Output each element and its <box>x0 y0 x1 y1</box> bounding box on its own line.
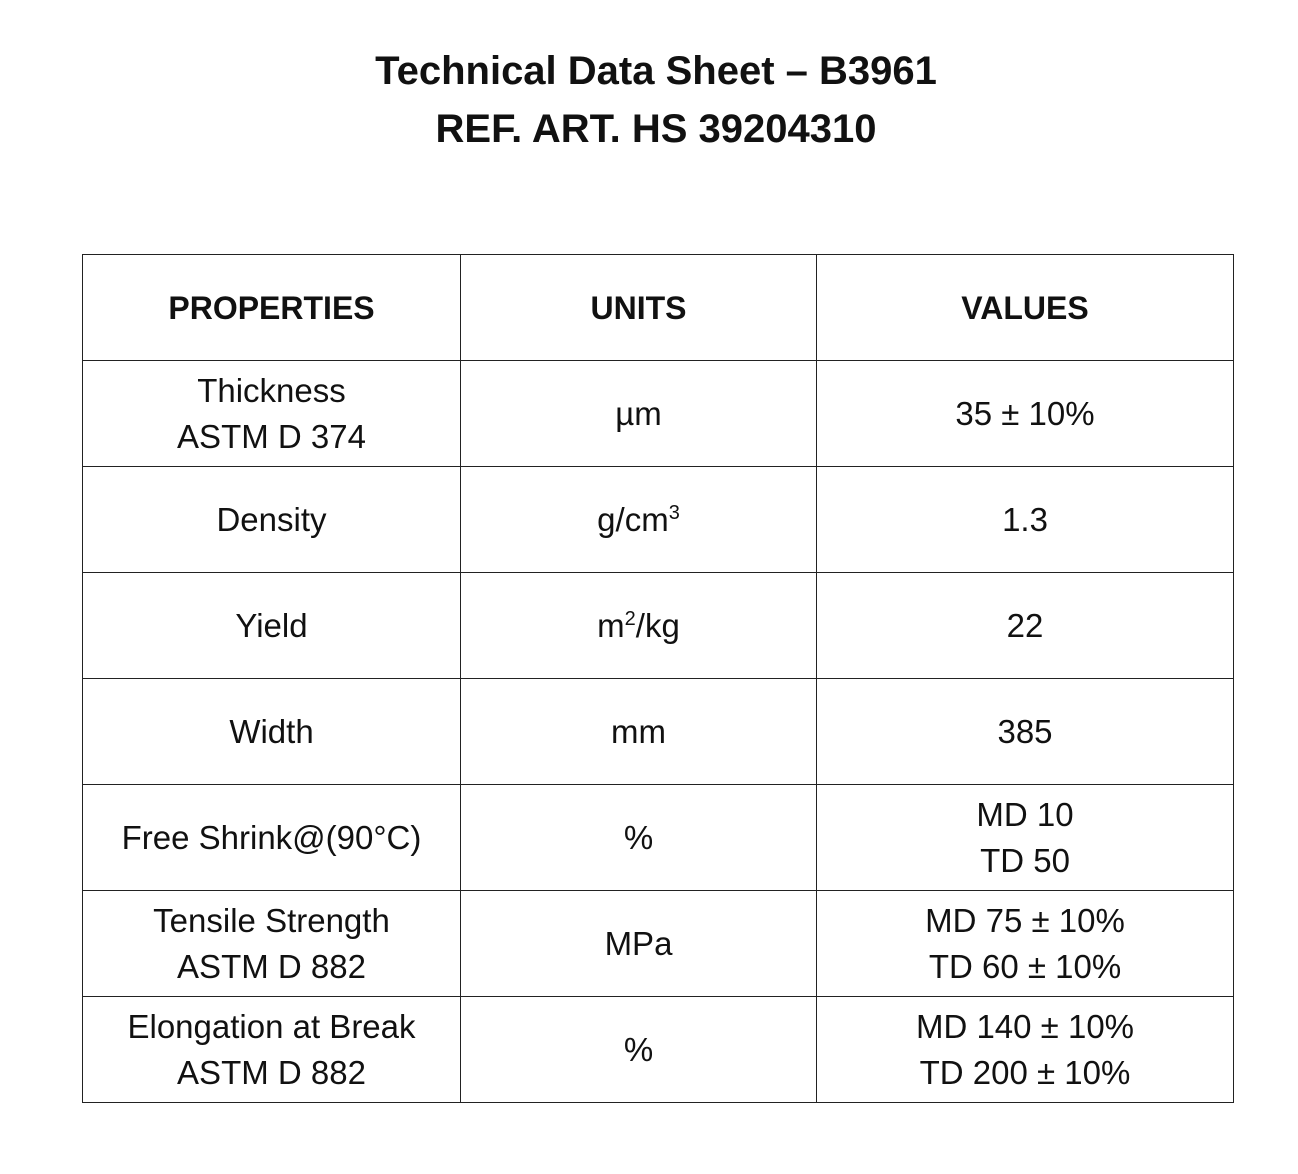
table-row <box>83 467 1234 573</box>
unit-superscript: 3 <box>668 501 680 524</box>
value-cell <box>817 785 1234 891</box>
property-name: Width <box>229 712 314 750</box>
property-cell <box>83 997 461 1103</box>
table-header-row <box>83 255 1234 361</box>
unit-text: % <box>623 818 654 856</box>
property-name: Yield <box>235 606 308 644</box>
property-cell <box>83 361 461 467</box>
unit-text: MPa <box>604 924 673 962</box>
unit-cell <box>461 361 817 467</box>
property-cell <box>83 467 461 573</box>
unit-suffix: /kg <box>635 606 680 644</box>
value-line: 1.3 <box>1002 500 1048 538</box>
unit-superscript: 2 <box>624 607 636 630</box>
unit-cell <box>461 467 817 573</box>
header-properties: PROPERTIES <box>83 255 461 361</box>
unit-text: µm <box>615 394 662 432</box>
value-cell <box>817 467 1234 573</box>
title-line-2: REF. ART. HS 39204310 <box>435 107 877 151</box>
value-cell <box>817 997 1234 1103</box>
value-cell <box>817 361 1234 467</box>
table-row <box>83 891 1234 997</box>
value-line: MD 75 ± 10% <box>925 901 1125 939</box>
table-row <box>83 361 1234 467</box>
unit-cell <box>461 997 817 1103</box>
unit-cell <box>461 573 817 679</box>
table-row <box>83 785 1234 891</box>
title-line-1: Technical Data Sheet – B3961 <box>375 49 937 93</box>
value-line: MD 10 <box>976 795 1074 833</box>
property-standard: ASTM D 882 <box>177 947 366 985</box>
table-row <box>83 679 1234 785</box>
header-values: VALUES <box>817 255 1234 361</box>
property-cell <box>83 891 461 997</box>
property-cell <box>83 679 461 785</box>
property-name: Density <box>216 500 327 538</box>
property-name: Elongation at Break <box>127 1007 416 1045</box>
value-line: TD 50 <box>980 841 1070 879</box>
value-cell <box>817 891 1234 997</box>
document-title <box>0 42 1298 158</box>
value-line: 385 <box>997 712 1053 750</box>
value-line: TD 200 ± 10% <box>919 1053 1131 1091</box>
table-row <box>83 573 1234 679</box>
value-cell <box>817 573 1234 679</box>
property-standard: ASTM D 882 <box>177 1053 366 1091</box>
unit-cell <box>461 679 817 785</box>
unit-text: % <box>623 1030 654 1068</box>
property-name: Tensile Strength <box>153 901 390 939</box>
unit-text: mm <box>611 712 666 750</box>
value-line: 35 ± 10% <box>955 394 1095 432</box>
technical-data-table <box>82 254 1234 1103</box>
unit-cell <box>461 891 817 997</box>
property-name: Thickness <box>197 371 346 409</box>
property-cell <box>83 785 461 891</box>
unit-cell <box>461 785 817 891</box>
table-row <box>83 997 1234 1103</box>
value-line: TD 60 ± 10% <box>928 947 1122 985</box>
property-cell <box>83 573 461 679</box>
property-standard: ASTM D 374 <box>177 417 366 455</box>
value-line: 22 <box>1006 606 1044 644</box>
unit-text: m <box>597 606 625 644</box>
property-name: Free Shrink@(90°C) <box>121 818 422 856</box>
unit-text: g/cm <box>597 500 669 538</box>
header-units: UNITS <box>461 255 817 361</box>
value-cell <box>817 679 1234 785</box>
value-line: MD 140 ± 10% <box>915 1007 1135 1045</box>
